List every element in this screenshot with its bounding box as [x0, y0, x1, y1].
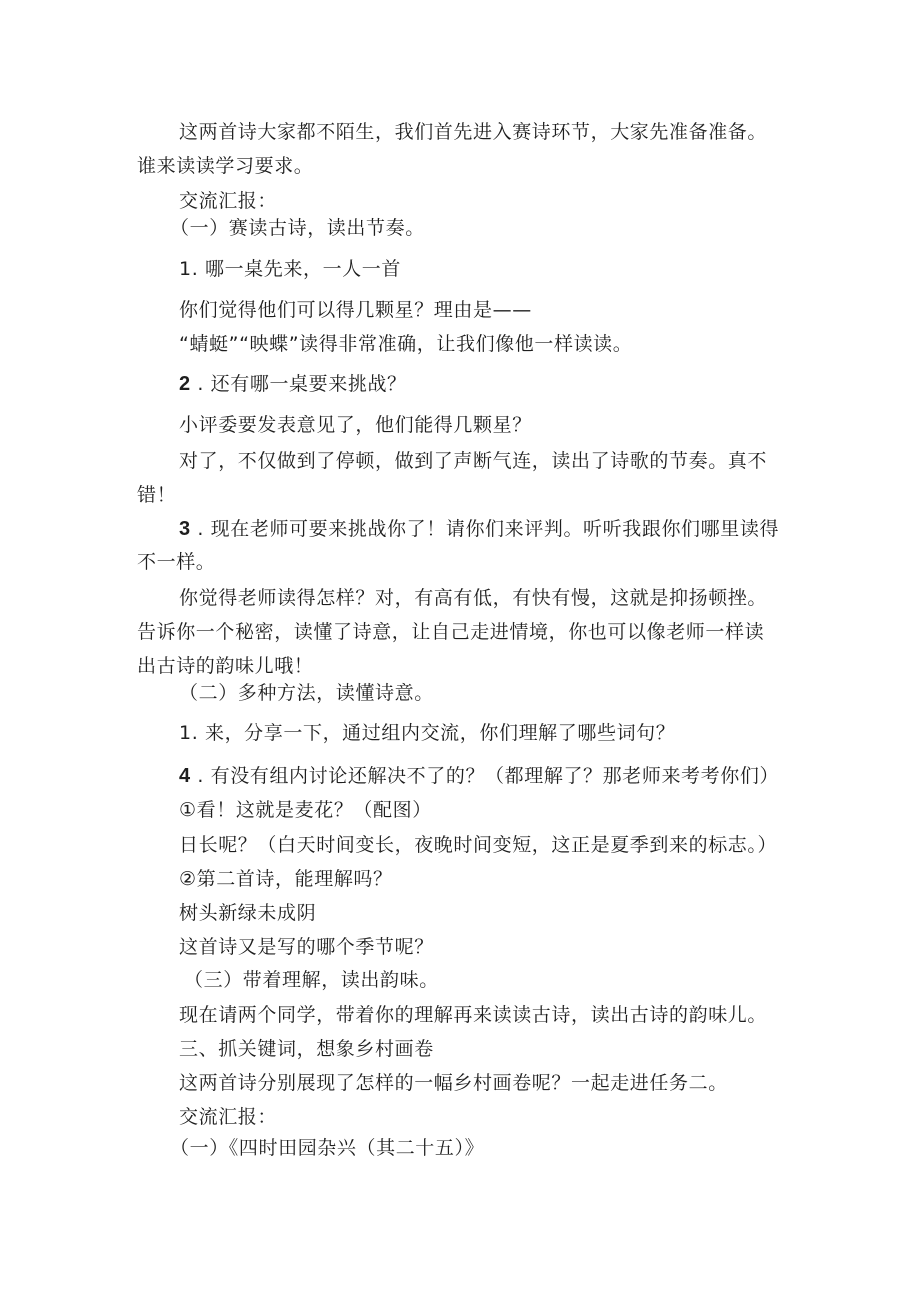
item-wheat: ①看！这就是麦花？（配图）	[179, 799, 432, 821]
picture-question: 这两首诗分别展现了怎样的一幅乡村画卷呢？一起走进任务二。	[179, 1072, 728, 1094]
step-four-number: 4	[179, 765, 191, 787]
step-one: 1. 哪一桌先来，一人一首	[179, 258, 401, 280]
step-three-text: . 现在老师可要来挑战你了！请你们来评判。听听我跟你们哪里读得	[190, 518, 780, 540]
praise-reading: “蜻蜓”“映蝶”读得非常准确，让我们像他一样读读。	[179, 333, 633, 355]
paragraph-intro-line-1: 这两首诗大家都不陌生，我们首先进入赛诗环节，大家先准备准备。	[179, 121, 768, 143]
stars-question: 你们觉得他们可以得几颗星？理由是——	[179, 299, 532, 321]
step-two-number: 2	[179, 373, 191, 395]
step-four-text: . 有没有组内讨论还解决不了的？（都理解了？那老师来考考你们）	[190, 765, 780, 787]
season-question: 这首诗又是写的哪个季节呢？	[179, 936, 434, 958]
share-step: 1. 来，分享一下，通过组内交流，你们理解了哪些词句？	[179, 722, 676, 744]
report-label: 交流汇报：	[179, 190, 278, 212]
part-three-title: 三、抓关键词，想象乡村画卷	[179, 1038, 434, 1060]
poem-line: 树头新绿未成阴	[179, 902, 317, 924]
section-three-heading: （三）带着理解，读出韵味。	[184, 969, 439, 991]
read-again: 现在请两个同学，带着你的理解再来读读古诗，读出古诗的韵味儿。	[179, 1004, 768, 1026]
teacher-line-1: 你觉得老师读得怎样？对，有高有低，有快有慢，这就是抑扬顿挫。	[179, 587, 768, 609]
step-two	[179, 371, 407, 397]
item-day-long: 日长呢？（白天时间变长，夜晚时间变短，这正是夏季到来的标志。）	[179, 834, 778, 856]
section-one-heading: （一）赛读古诗，读出节奏。	[170, 217, 425, 239]
report-label-2: 交流汇报：	[179, 1106, 278, 1128]
poem-section-heading: （一）《四时田园杂兴（其二十五）》	[170, 1137, 485, 1159]
step-two-text: . 还有哪一桌要来挑战？	[190, 373, 407, 395]
step-three-number: 3	[179, 518, 191, 540]
judges-question: 小评委要发表意见了，他们能得几颗星？	[179, 414, 532, 436]
teacher-line-2: 告诉你一个秘密，读懂了诗意，让自己走进情境，你也可以像老师一样读	[137, 621, 765, 643]
teacher-line-3: 出古诗的韵味儿哦！	[137, 655, 314, 677]
step-three	[179, 516, 779, 542]
step-four	[179, 763, 779, 789]
affirm-line-1: 对了，不仅做到了停顿，做到了声断气连，读出了诗歌的节奏。真不	[179, 450, 768, 472]
item-second-poem: ②第二首诗，能理解吗？	[179, 868, 393, 890]
section-two-heading: （二）多种方法，读懂诗意。	[179, 682, 434, 704]
paragraph-intro-line-2: 谁来读读学习要求。	[137, 155, 314, 177]
affirm-line-2: 错！	[137, 484, 177, 506]
step-three-line-2: 不一样。	[137, 551, 216, 573]
